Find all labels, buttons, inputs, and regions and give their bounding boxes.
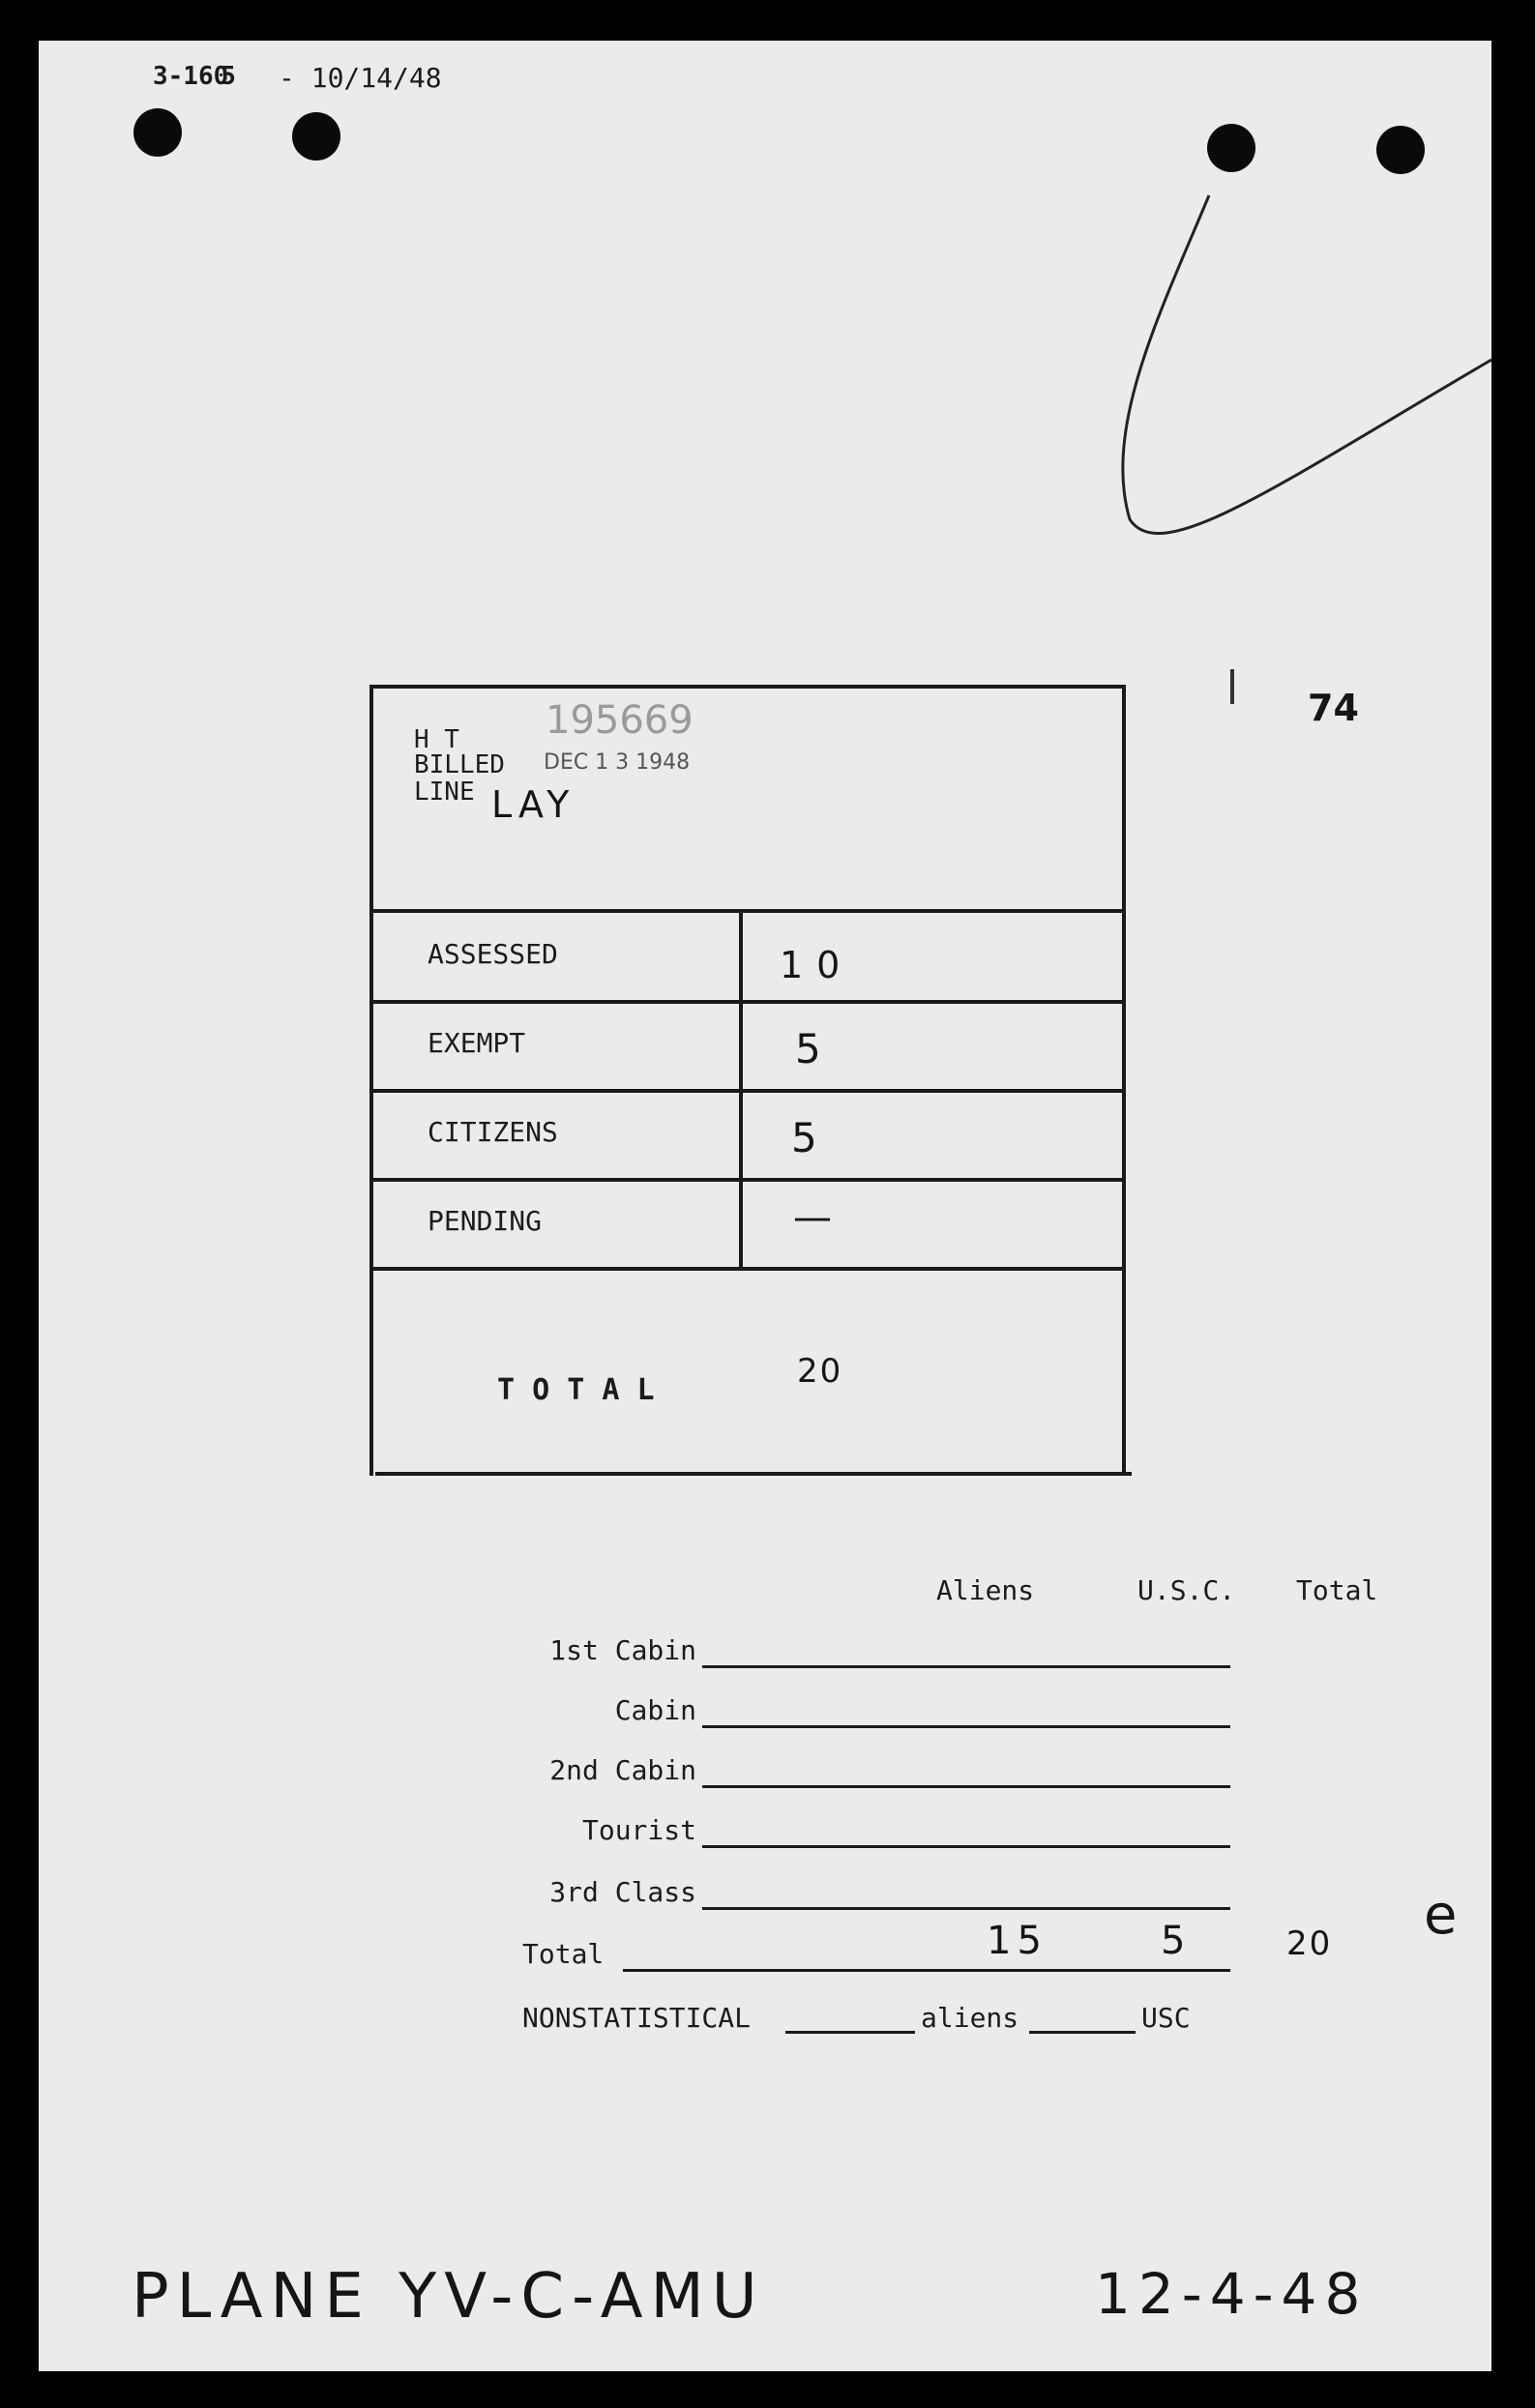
total-aliens: 15 <box>987 1919 1048 1963</box>
row-label: 3rd Class <box>549 1876 696 1908</box>
class-table <box>522 1569 1451 2110</box>
nonstat-label: NONSTATISTICAL <box>522 2002 752 2034</box>
total-value: 20 <box>797 1352 843 1391</box>
row-label: Tourist <box>581 1814 696 1846</box>
billing-box <box>369 685 1126 1476</box>
margin-tick <box>1230 669 1246 704</box>
pen-stroke <box>1083 137 1491 582</box>
label-ht: H T <box>414 725 459 754</box>
punch-hole <box>292 112 340 161</box>
total-label: T O T A L <box>497 1373 655 1407</box>
row-rule <box>702 1907 1230 1910</box>
row-citizens-label: CITIZENS <box>428 1116 558 1148</box>
row-pending-label: PENDING <box>428 1205 543 1237</box>
row-citizens-value: 5 <box>791 1114 823 1161</box>
document-page <box>39 41 1491 2371</box>
form-number: 3-1605 <box>153 62 228 91</box>
punch-hole <box>133 108 182 157</box>
nonstat-aliens-label: aliens <box>921 2002 1019 2034</box>
row-label: 1st Cabin <box>549 1634 696 1666</box>
row-rule-total <box>623 1969 1230 1972</box>
stamp-date: DEC 1 3 1948 <box>544 750 691 775</box>
row-assessed-label: ASSESSED <box>428 938 558 970</box>
col-total: Total <box>1296 1574 1378 1606</box>
footer-date: 12-4-48 <box>1095 2261 1369 2327</box>
row-label: Cabin <box>614 1694 696 1726</box>
footer-plane: PLANE YV-C-AMU <box>132 2261 765 2333</box>
margin-number: 74 <box>1308 687 1359 729</box>
row-assessed-value: 10 <box>780 944 854 986</box>
col-aliens: Aliens <box>936 1574 1035 1606</box>
form-number-overstrike: 05 <box>213 62 228 91</box>
row-label-total: Total <box>522 1938 605 1970</box>
nonstat-usc-label: USC <box>1141 2002 1191 2034</box>
line-handwritten: LAY <box>491 783 576 826</box>
form-date: - 10/14/48 <box>279 62 442 94</box>
row-pending-value: — <box>793 1195 838 1240</box>
total-usc: 5 <box>1161 1919 1192 1963</box>
row-exempt-label: EXEMPT <box>428 1027 526 1059</box>
nonstat-aliens-rule <box>785 2031 915 2034</box>
row-rule <box>702 1665 1230 1668</box>
row-rule <box>702 1785 1230 1788</box>
nonstat-usc-rule <box>1029 2031 1136 2034</box>
row-exempt-value: 5 <box>795 1025 827 1072</box>
total-total: 20 <box>1286 1924 1333 1963</box>
row-rule <box>702 1725 1230 1728</box>
row-rule <box>702 1845 1230 1848</box>
stamp-number: 195669 <box>546 698 694 743</box>
row-label: 2nd Cabin <box>549 1754 696 1786</box>
col-usc: U.S.C. <box>1137 1574 1236 1606</box>
label-line: LINE <box>414 778 475 807</box>
handwritten-mark: e <box>1424 1884 1463 1947</box>
label-billed: BILLED <box>414 750 505 779</box>
